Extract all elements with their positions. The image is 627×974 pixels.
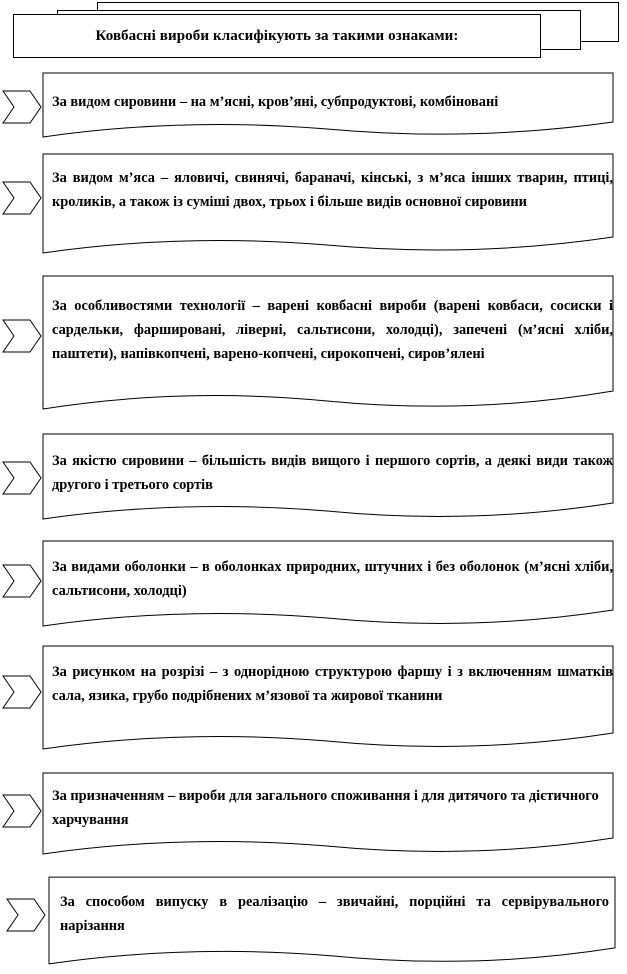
title-box bbox=[13, 14, 541, 58]
classification-item bbox=[0, 540, 627, 632]
item-text: За видом сировини – на м’ясні, кров’яні, субпродуктові, комбіновані bbox=[52, 94, 499, 110]
chevron-right-icon bbox=[2, 794, 42, 828]
classification-item bbox=[0, 72, 627, 142]
chevron-right-icon bbox=[2, 564, 42, 598]
item-text: За якістю сировини – більшість видів вищого і першого сортів, а деякі види також другого і третього сортів bbox=[52, 453, 613, 493]
classification-item bbox=[0, 772, 627, 860]
classification-item bbox=[0, 433, 627, 525]
item-text: За особливостями технології – варені ковбасні вироби (варені ковбаси, сосиски і сардельки, фаршировані, ліверні, сальтисони, холодці), запечені (м’ясні хліби, паштети), напівкопчені, варено-копчені, сирокопчені, сиров’ялені bbox=[52, 298, 613, 362]
page-title: Ковбасні вироби класифікують за такими ознаками: bbox=[95, 27, 459, 44]
classification-item bbox=[0, 876, 627, 970]
classification-item bbox=[0, 153, 627, 258]
item-text: За способом випуску в реалізацію – звичайні, порційні та сервірувального нарізання bbox=[60, 894, 609, 934]
chevron-right-icon bbox=[2, 319, 42, 353]
chevron-right-icon bbox=[2, 675, 42, 709]
item-text: За видом м’яса – яловичі, свинячі, бараначі, кінські, з м’яса інших тварин, птиці, кроликів, а також із суміші двох, трьох і більше видів основної сировини bbox=[52, 170, 613, 210]
title-stack bbox=[0, 0, 627, 70]
chevron-right-icon bbox=[2, 181, 42, 215]
item-text: За рисунком на розрізі – з однорідною структурою фаршу і з включенням шматків сала, язика, грубо подрібнених м’язової та жирової тканини bbox=[52, 664, 613, 704]
classification-item bbox=[0, 275, 627, 415]
item-text: За призначенням – вироби для загального споживання і для дитячого та дієтичного харчування bbox=[52, 788, 599, 828]
chevron-right-icon bbox=[2, 90, 42, 124]
classification-item bbox=[0, 645, 627, 755]
chevron-right-icon bbox=[6, 898, 46, 932]
chevron-right-icon bbox=[2, 461, 42, 495]
item-text: За видами оболонки – в оболонках природних, штучних і без оболонок (м’ясні хліби, сальтисони, холодці) bbox=[52, 559, 613, 599]
